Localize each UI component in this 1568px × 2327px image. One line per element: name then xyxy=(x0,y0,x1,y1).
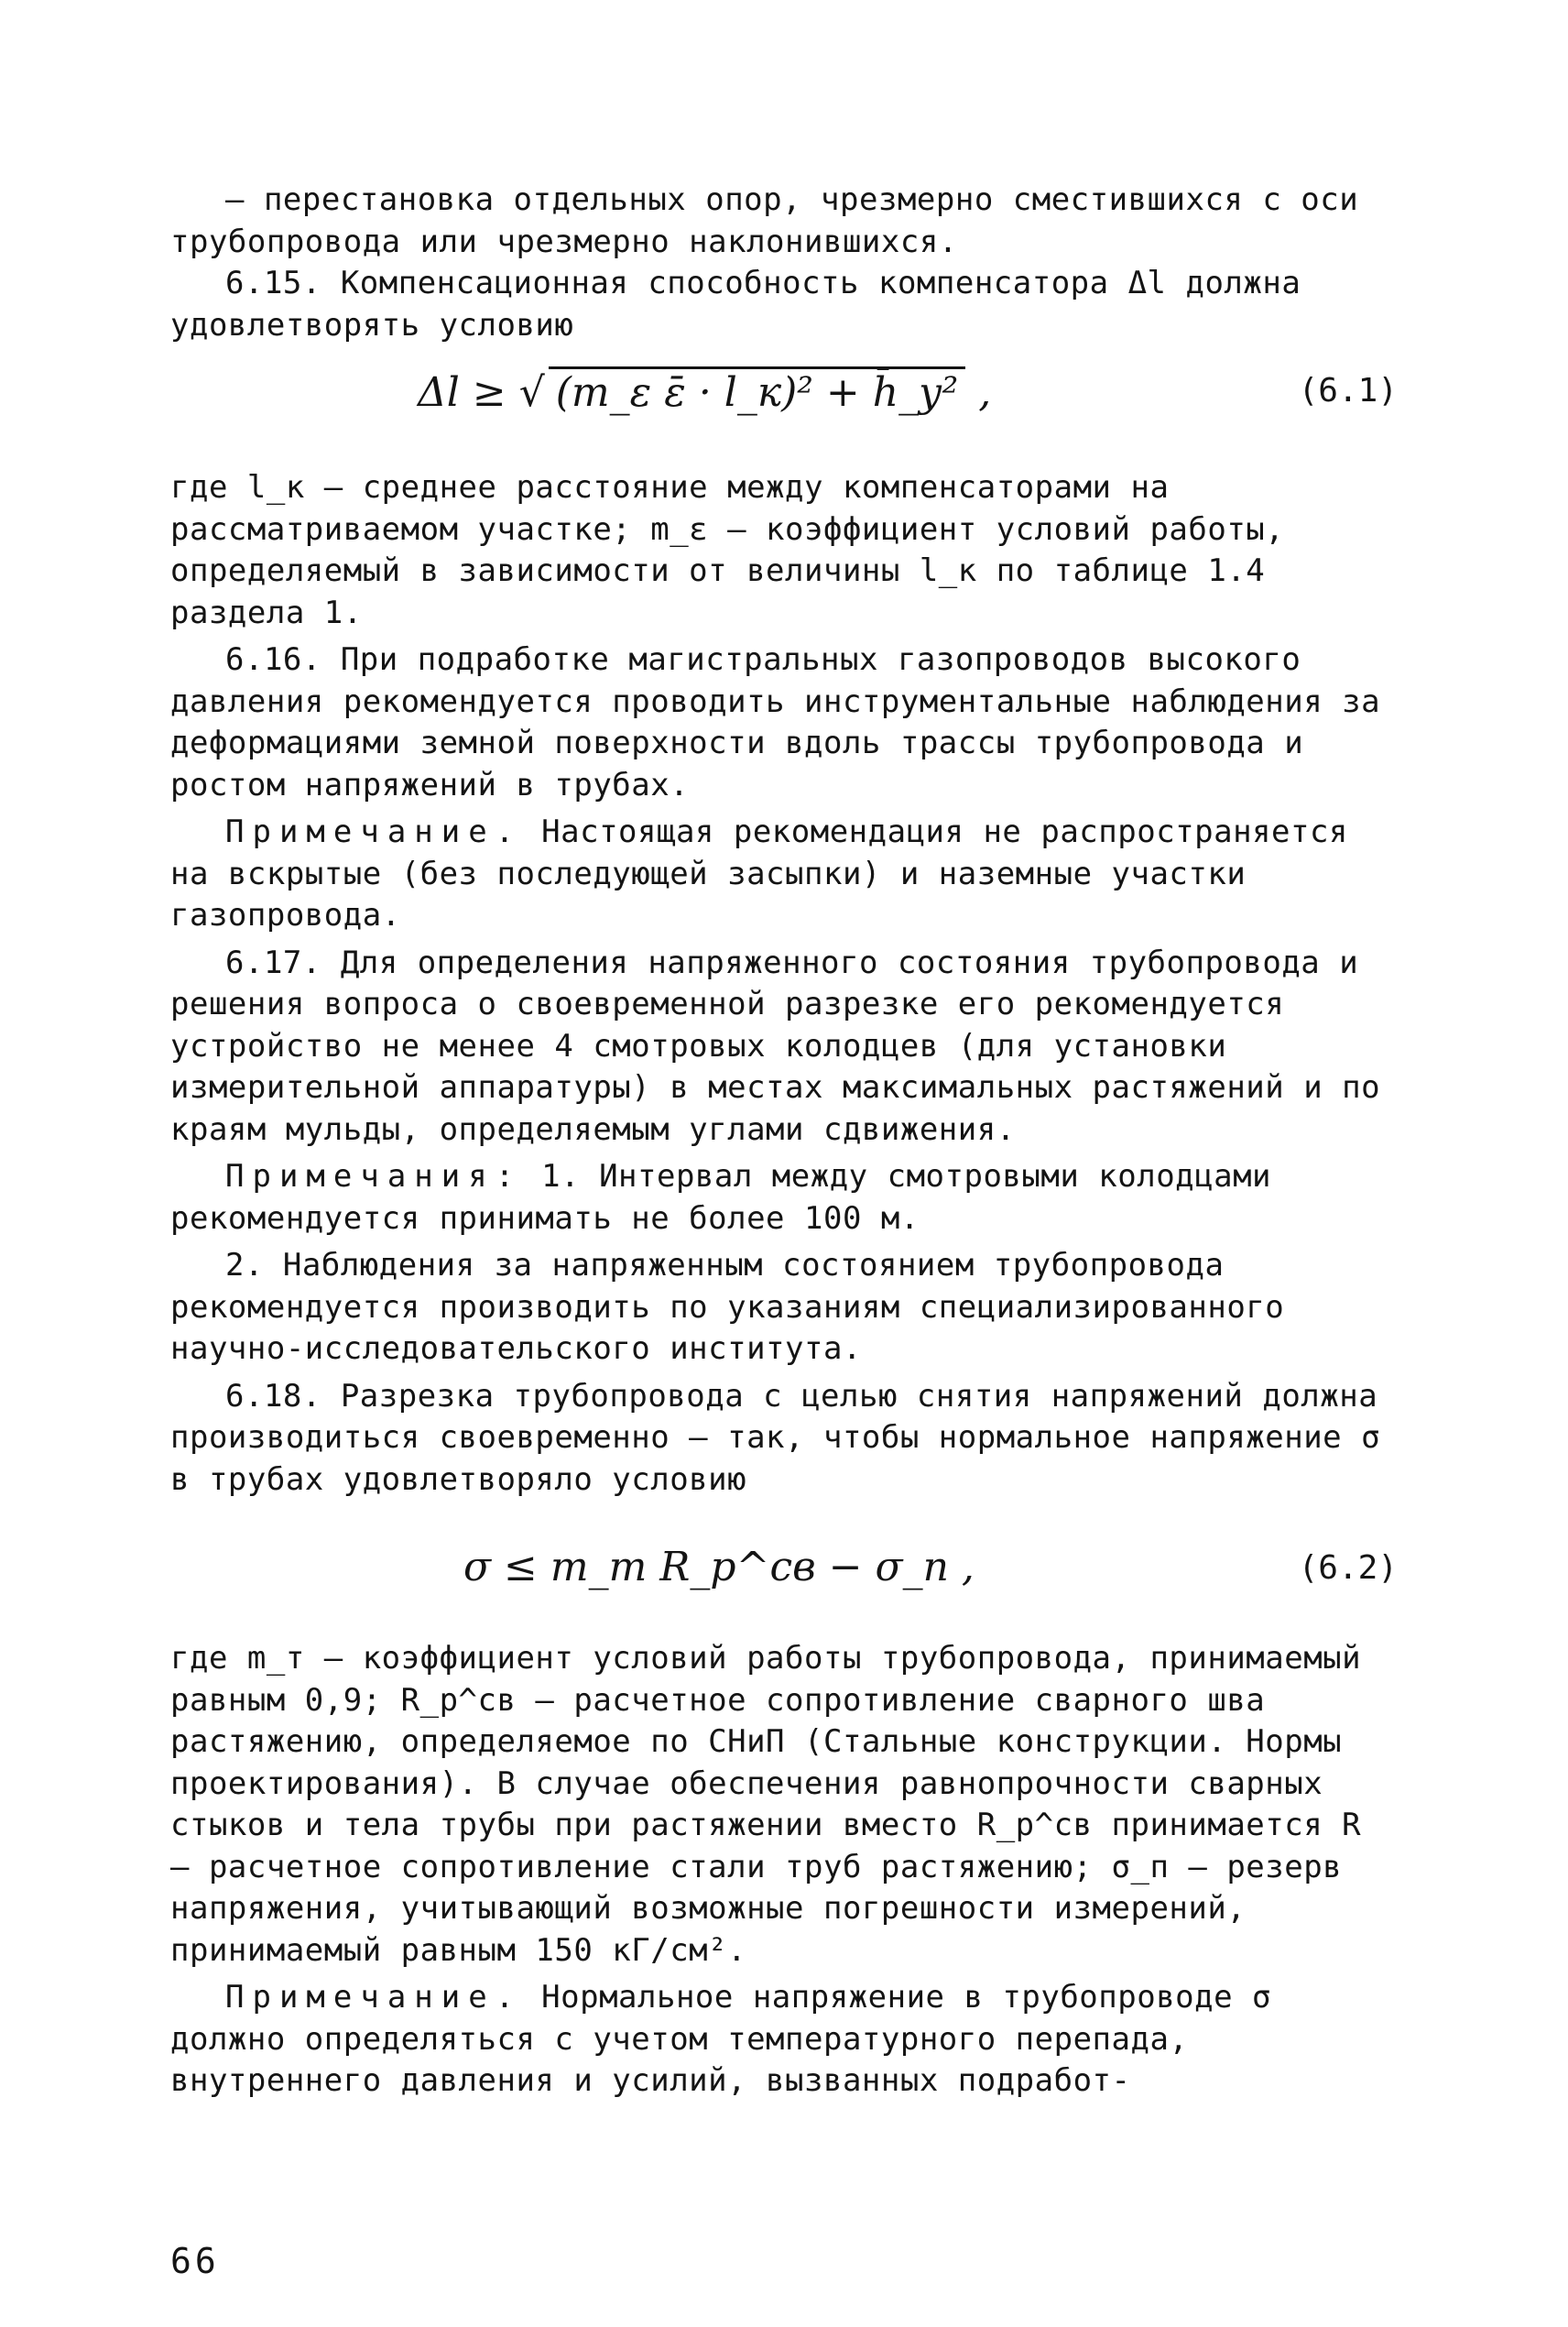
formula-6-1-comma: , xyxy=(978,369,992,416)
formula-6-1-lhs: Δl ≥ √ xyxy=(418,369,545,416)
note-6-16 xyxy=(170,812,1398,937)
formula-6-2-expr: σ ≤ m_т R_р^св − σ_п , xyxy=(463,1544,975,1590)
paragraph-where-lk: где l_к – среднее расстояние между компенсаторами на рассматриваемом участке; m_ε – коэффициент условий работы, определяемый в зависимости от величины l_к по таблице 1.4 раздела 1. xyxy=(170,469,1285,631)
page-number: 66 xyxy=(170,2241,220,2281)
notes-label: Примечания: xyxy=(225,1158,523,1195)
formula-6-1-radicand: (m_ε ε̄ · l_к)² + h̄_у² xyxy=(549,366,966,416)
formula-6-1 xyxy=(170,366,1398,440)
paragraph-6-16: 6.16. При подработке магистральных газопроводов высокого давления рекомендуется проводить инструментальные наблюдения за деформациями земной поверхности вдоль трассы трубопровода и ростом напряжений в трубах. xyxy=(170,641,1381,803)
note-text: Настоящая рекомендация не распространяется на вскрытые (без последующей засыпки) и наземные участки газопровода. xyxy=(170,814,1348,934)
notes-item-1: 1. Интервал между смотровыми колодцами рекомендуется принимать не более 100 м. xyxy=(170,1158,1272,1237)
note-label-2: Примечание. xyxy=(225,1979,523,2016)
note-6-18 xyxy=(170,1977,1398,2103)
paragraph-where-mt: где m_т – коэффициент условий работы трубопровода, принимаемый равным 0,9; R_р^св – расчетное сопротивление сварного шва растяжению, определяемое по СНиП (Стальные конструкции. Нормы проектирования). В случае обеспечения равнопрочности сварных стыков и тела трубы при растяжении вместо R_р^св принимается R – расчетное сопротивление стали труб растяжению; σ_п – резерв напряжения, учитывающий возможные погрешности измерений, принимаемый равным 150 кГ/см². xyxy=(170,1640,1362,1969)
paragraph-6-15: 6.15. Компенсационная способность компенсатора Δl должна удовлетворять условию xyxy=(170,265,1301,344)
text-block-1 xyxy=(170,180,1398,346)
note-label: Примечание. xyxy=(225,814,523,850)
note-text-2: Нормальное напряжение в трубопроводе σ должно определяться с учетом температурного перепада, внутреннего давления и усилий, вызванных подработ- xyxy=(170,1979,1272,2099)
formula-6-1-number: (6.1) xyxy=(1298,372,1398,410)
formula-6-2 xyxy=(170,1544,1398,1617)
notes-item-2: 2. Наблюдения за напряженным состоянием трубопровода рекомендуется производить по указаниям специализированного научно-исследовательского института. xyxy=(170,1247,1285,1367)
paragraph-6-14-cont: – перестановка отдельных опор, чрезмерно сместившихся с оси трубопровода или чрезмерно наклонившихся. xyxy=(170,181,1359,260)
formula-6-2-number: (6.2) xyxy=(1298,1549,1398,1587)
notes-6-17 xyxy=(170,1156,1398,1240)
text-block-3 xyxy=(170,1638,1398,2103)
text-block-2 xyxy=(170,467,1398,1501)
paragraph-6-17: 6.17. Для определения напряженного состояния трубопровода и решения вопроса о своевременной разрезке его рекомендуется устройство не менее 4 смотровых колодцев (для установки измерительной аппаратуры) в местах максимальных растяжений и по краям мульды, определяемым углами сдвижения. xyxy=(170,944,1381,1148)
paragraph-6-18: 6.18. Разрезка трубопровода с целью снятия напряжений должна производиться своевременно – так, чтобы нормальное напряжение σ в трубах удовлетворяло условию xyxy=(170,1377,1381,1498)
